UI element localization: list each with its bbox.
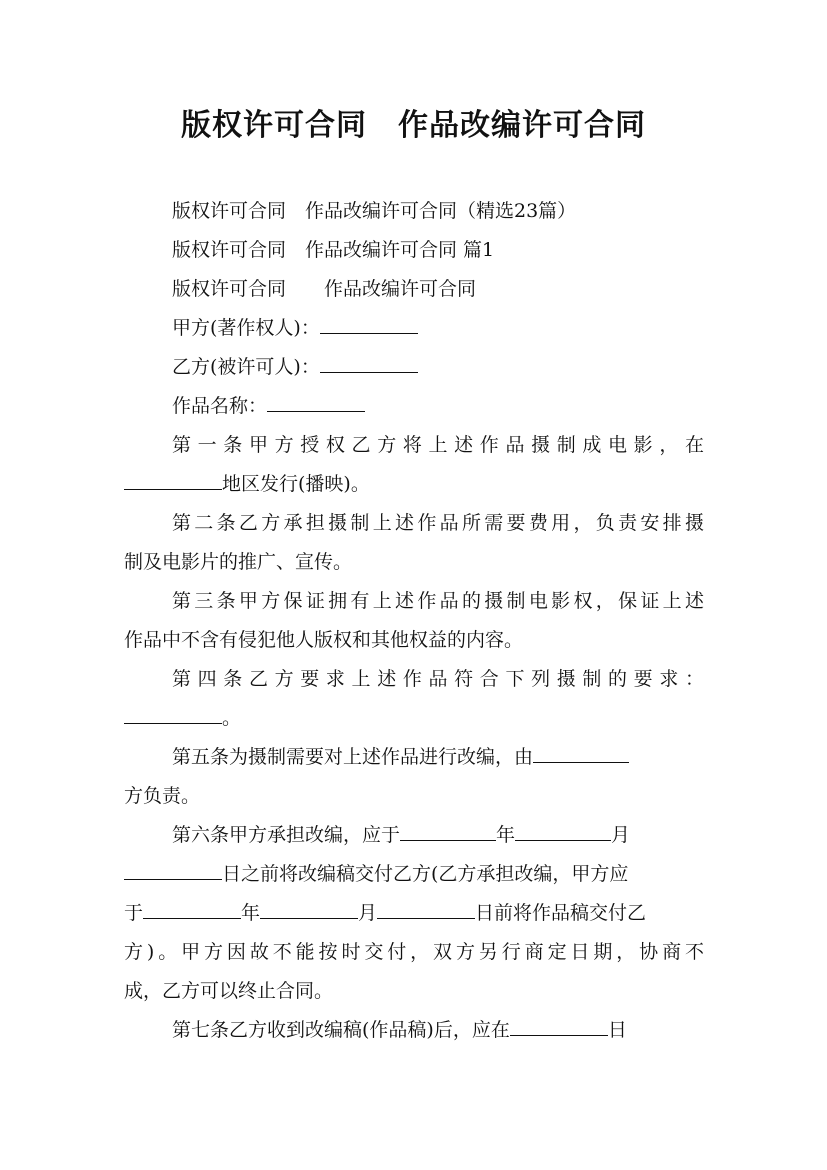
month-blank-1 [515, 822, 611, 841]
year-blank-1 [400, 822, 496, 841]
party-b-label: 乙方(被许可人)： [172, 356, 320, 378]
year-label-1: 年 [496, 824, 516, 846]
article-6-line-4: 方)。甲方因故不能按时交付，双方另行商定日期，协商不 [124, 941, 704, 963]
article-3-line-1: 第三条甲方保证拥有上述作品的摄制电影权，保证上述 [172, 590, 704, 612]
article-6-text: 第六条甲方承担改编，应于 [172, 824, 401, 846]
region-blank [124, 471, 222, 490]
article-6-line-3 [124, 900, 704, 926]
article-7-line-1 [172, 1017, 704, 1043]
year-label-2: 年 [241, 902, 261, 924]
article-6-text-3: 于 [124, 902, 144, 924]
article-1-line-2 [124, 471, 704, 497]
document-title: 版权许可合同 作品改编许可合同 [181, 108, 646, 143]
party-a-blank [320, 315, 418, 334]
article-4-line-2 [124, 705, 704, 731]
party-a-label: 甲方(著作权人)： [172, 317, 320, 339]
work-name-blank [267, 393, 365, 412]
day-label: 日 [607, 1019, 627, 1041]
day-blank-1 [124, 861, 222, 880]
article-7-text: 第七条乙方收到改编稿(作品稿)后，应在 [172, 1019, 510, 1041]
article-6-line-1 [172, 822, 704, 848]
days-blank [510, 1017, 608, 1036]
article-5-text: 第五条为摄制需要对上述作品进行改编，由 [172, 746, 534, 768]
article-6-text-4: 日前将作品稿交付乙 [475, 902, 647, 924]
article-6-line-5: 成，乙方可以终止合同。 [124, 980, 334, 1002]
article-2-line-1: 第二条乙方承担摄制上述作品所需要费用，负责安排摄 [172, 512, 704, 534]
work-name-label: 作品名称： [172, 395, 268, 417]
month-label-1: 月 [611, 824, 631, 846]
year-blank-2 [143, 900, 241, 919]
article-5-line-1 [172, 744, 704, 770]
requirement-blank [124, 705, 222, 724]
article-4-period: 。 [222, 707, 242, 729]
article-6-line-2 [124, 861, 704, 887]
month-label-2: 月 [358, 902, 378, 924]
article-3-line-2: 作品中不含有侵犯他人版权和其他权益的内容。 [124, 629, 524, 651]
adapter-party-blank [533, 744, 629, 763]
heading-line-3: 版权许可合同 作品改编许可合同 [172, 278, 477, 300]
article-5-line-2: 方负责。 [124, 785, 201, 807]
article-4-line-1: 第四条乙方要求上述作品符合下列摄制的要求： [172, 668, 704, 690]
day-blank-2 [377, 900, 475, 919]
article-2-line-2: 制及电影片的推广、宣传。 [124, 551, 353, 573]
article-1-line-1: 第一条甲方授权乙方将上述作品摄制成电影，在 [172, 434, 704, 456]
article-6-text-2: 日之前将改编稿交付乙方(乙方承担改编，甲方应 [222, 863, 629, 885]
party-a-line [172, 315, 704, 341]
heading-line-1: 版权许可合同 作品改编许可合同（精选23篇） [172, 200, 577, 222]
article-1-text: 地区发行(播映)。 [222, 473, 370, 495]
work-name-line [172, 393, 704, 419]
party-b-line [172, 354, 704, 380]
month-blank-2 [260, 900, 358, 919]
heading-line-2: 版权许可合同 作品改编许可合同 篇1 [172, 239, 495, 261]
party-b-blank [320, 354, 418, 373]
